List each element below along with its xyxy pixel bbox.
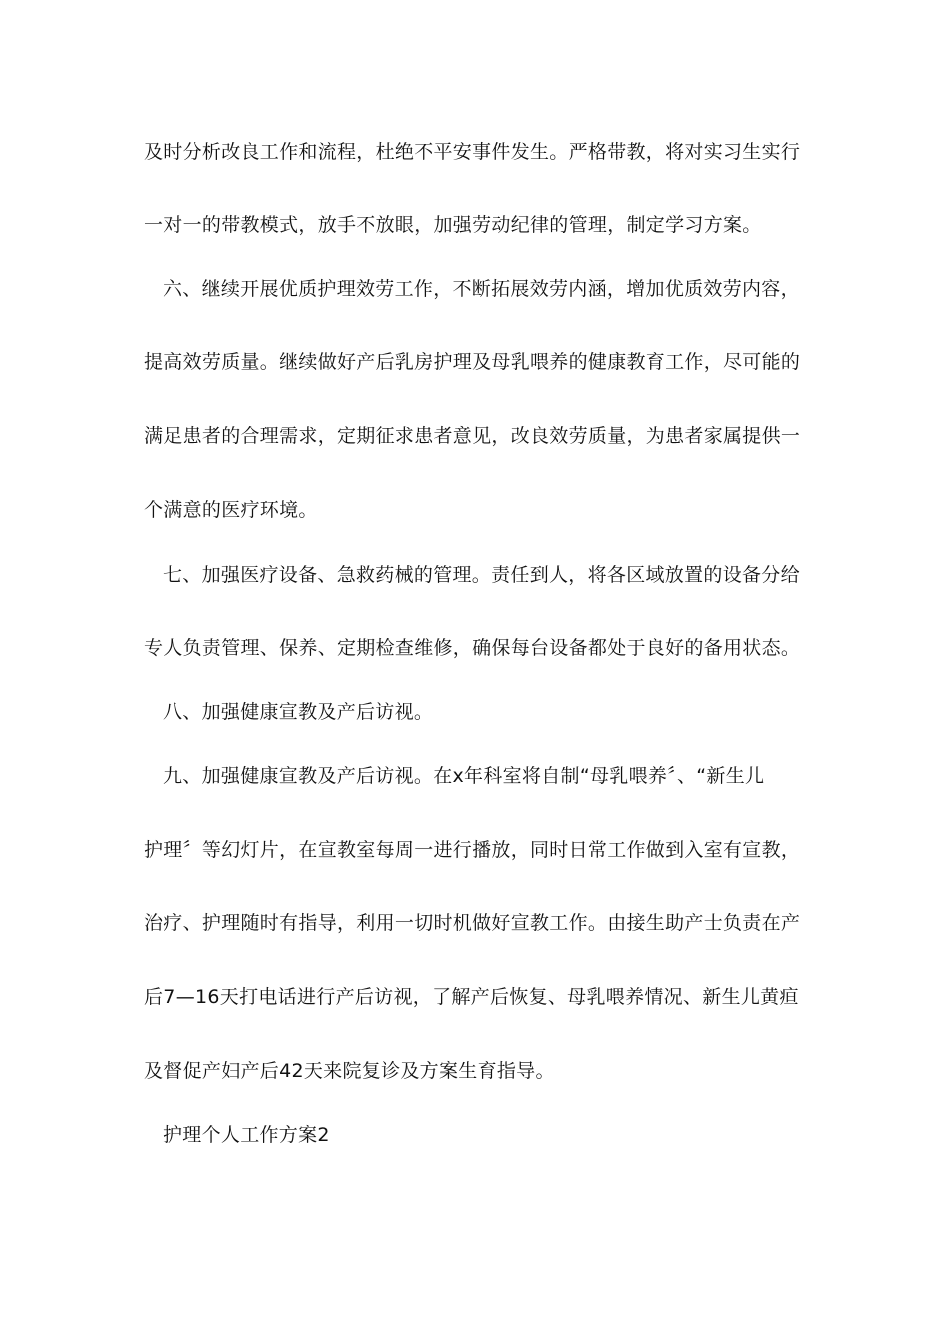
paragraph-line: 七、加强医疗设备、急救药械的管理。责任到人，将各区域放置的设备分给: [163, 564, 800, 586]
paragraph-line: 六、继续开展优质护理效劳工作，不断拓展效劳内涵，增加优质效劳内容，: [163, 278, 800, 300]
paragraph-line: 提高效劳质量。继续做好产后乳房护理及母乳喂养的健康教育工作，尽可能的: [144, 351, 801, 373]
paragraph-line: 八、加强健康宣教及产后访视。: [163, 701, 434, 723]
paragraph-line: 满足患者的合理需求，定期征求患者意见，改良效劳质量，为患者家属提供一: [144, 425, 801, 447]
paragraph-line: 一对一的带教模式，放手不放眼，加强劳动纪律的管理，制定学习方案。: [144, 214, 762, 236]
paragraph-line: 专人负责管理、保养、定期检查维修，确保每台设备都处于良好的备用状态。: [144, 637, 801, 659]
paragraph-line: 九、加强健康宣教及产后访视。在x年科室将自制“母乳喂养〞、“新生儿: [163, 765, 765, 787]
section-heading: 护理个人工作方案2: [163, 1124, 330, 1146]
paragraph-line: 后7—16天打电话进行产后访视，了解产后恢复、母乳喂养情况、新生儿黄疸: [144, 986, 799, 1008]
paragraph-line: 及时分析改良工作和流程，杜绝不平安事件发生。严格带教，将对实习生实行: [144, 141, 801, 163]
paragraph-line: 治疗、护理随时有指导，利用一切时机做好宣教工作。由接生助产士负责在产: [144, 912, 801, 934]
paragraph-line: 及督促产妇产后42天来院复诊及方案生育指导。: [144, 1060, 555, 1082]
paragraph-line: 护理〞等幻灯片，在宣教室每周一进行播放，同时日常工作做到入室有宣教，: [144, 839, 801, 861]
paragraph-line: 个满意的医疗环境。: [144, 499, 318, 521]
